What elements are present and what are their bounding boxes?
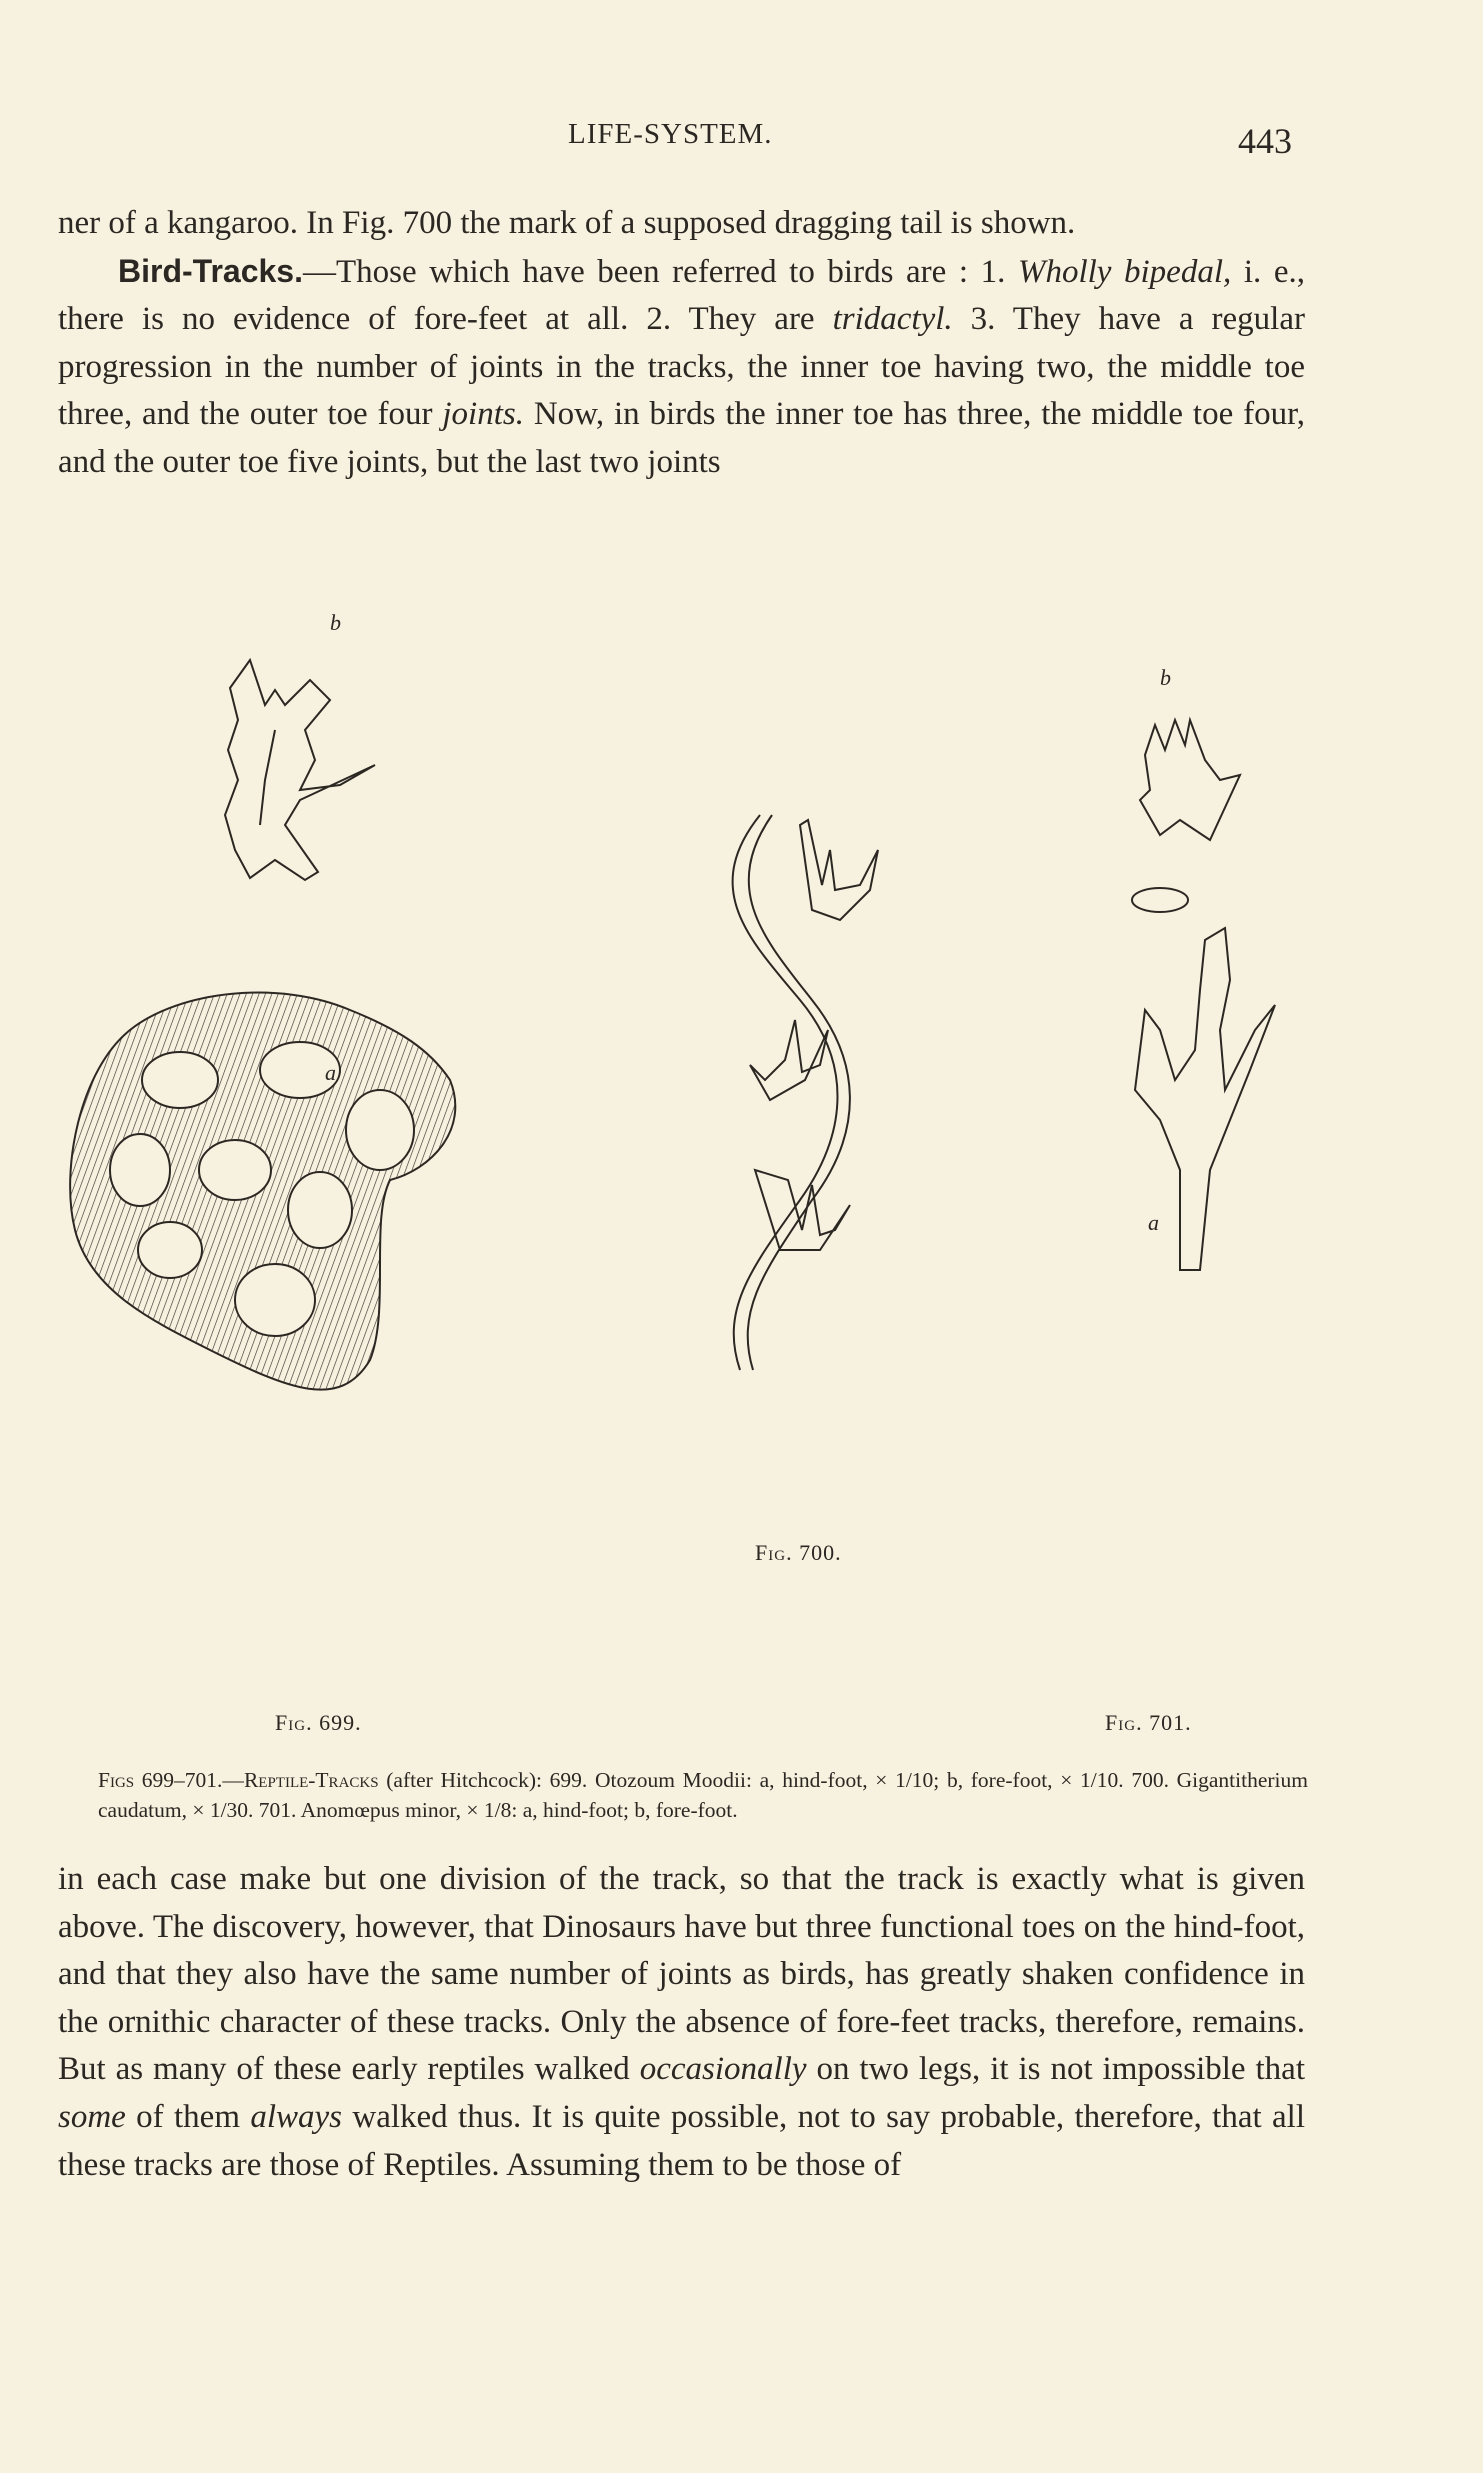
- hind-foot-699-drawing: [70, 993, 455, 1390]
- caption-text: (after Hitchcock): 699. Otozoum Moodii: a, hind-foot, × 1/10; b, fore-foot, × 1/10. 700. Gigantitherium caudatum, × 1/30. 701. Anomœpus minor, × 1/8: a, hind-foot; b, fore-foot.: [98, 1768, 1308, 1822]
- top-text-block: [58, 200, 1305, 487]
- caption-lead: Figs 699–701.—: [98, 1768, 244, 1792]
- fig-700-label: Fig. 700.: [755, 1540, 842, 1565]
- running-head: [0, 118, 1483, 161]
- page-number: 443: [1238, 121, 1292, 161]
- text-run: —Those which have been referred to birds are : 1.: [302, 253, 1018, 290]
- fore-foot-699-drawing: [225, 660, 375, 880]
- tail-track-700-drawing: [733, 815, 878, 1370]
- paragraph-continuation: ner of a kangaroo. In Fig. 700 the mark of a supposed dragging tail is shown.: [58, 205, 1076, 241]
- bottom-text-block: [58, 1856, 1305, 2189]
- caption-title: Reptile-Tracks: [243, 1768, 379, 1792]
- label-a-fig701: a: [1148, 1210, 1159, 1235]
- label-b-fig701: b: [1160, 665, 1171, 690]
- section-heading: Bird-Tracks.: [118, 252, 303, 289]
- text-run: 3. They have a regular progression in the number of joints in the tracks, the inner toe having two, the middle toe three, and the outer toe four: [58, 301, 1305, 433]
- italic-term: occasionally: [639, 2051, 807, 2088]
- fig-701-label: Fig. 701.: [1105, 1710, 1192, 1735]
- track-illustrations: [60, 610, 1310, 1750]
- italic-term: some: [58, 2098, 126, 2135]
- text-run: of them: [125, 2098, 251, 2135]
- figure-plate: [60, 610, 1310, 1750]
- paragraph-bird-tracks: [58, 248, 1305, 487]
- label-a-fig699: a: [325, 1060, 336, 1085]
- fig-699-label: Fig. 699.: [275, 1710, 362, 1735]
- figure-caption: [98, 1765, 1308, 1825]
- italic-term: always: [250, 2098, 343, 2135]
- text-run: walked thus. It is quite possible, not to say probable, therefore, that all these tracks are those of Reptiles. Assuming them to be those of: [58, 2098, 1305, 2183]
- italic-term: joints.: [442, 396, 524, 433]
- text-run: on two legs, it is not impossible that: [806, 2051, 1305, 2088]
- running-title: LIFE-SYSTEM.: [568, 118, 773, 150]
- italic-term: tridactyl.: [832, 301, 953, 338]
- paragraph-continuation: [58, 1856, 1305, 2189]
- text-run: in each case make but one division of the track, so that the track is exactly what is given above. The discovery, however, that Dinosaurs have but three functional toes on the hind-foot, and that they also have the same number of joints as birds, has greatly shaken confidence in the ornithic character of these tracks. Only the absence of fore-feet tracks, therefore, remains. But as many of these early reptiles walked: [58, 1861, 1305, 2088]
- text-run: Now, in birds the inner toe has three, the middle toe four, and the outer toe five joints, but the last two joints: [58, 396, 1305, 480]
- text-run: i. e., there is no evidence of fore-feet at all. 2. They are: [58, 253, 1305, 338]
- fore-foot-701-drawing: [1132, 720, 1240, 912]
- label-b-fig699: b: [330, 610, 341, 635]
- italic-term: Wholly bipedal,: [1017, 253, 1232, 290]
